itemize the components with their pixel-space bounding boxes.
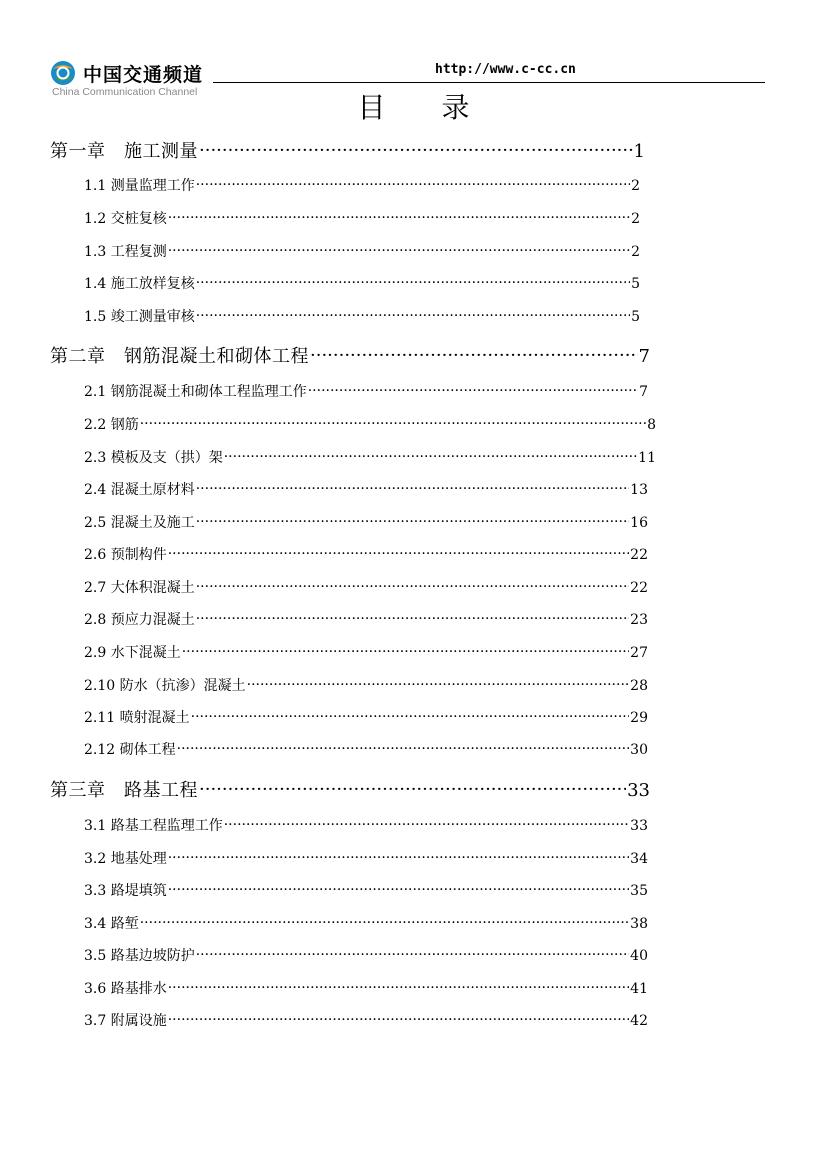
toc-page-number: 11 <box>638 450 656 466</box>
toc-entry-label: 2.7 大体积混凝土 <box>84 580 195 596</box>
dot-leader <box>247 677 630 693</box>
dot-leader <box>199 779 626 800</box>
toc-section-row[interactable] <box>84 273 640 293</box>
toc-entry-label: 3.7 附属设施 <box>84 1013 167 1029</box>
site-url[interactable]: http://www.c-cc.cn <box>435 62 576 77</box>
toc-section-row[interactable] <box>84 913 648 933</box>
toc-section-row[interactable] <box>84 175 640 195</box>
page-header <box>0 0 827 100</box>
toc-page-number: 35 <box>630 883 648 899</box>
toc-section-row[interactable] <box>84 739 648 759</box>
toc-entry-label: 1.4 施工放样复核 <box>84 276 195 292</box>
toc-section-row[interactable] <box>84 306 640 326</box>
toc-page-number: 2 <box>631 244 640 260</box>
toc-section-row[interactable] <box>84 381 648 401</box>
toc-section-row[interactable] <box>84 848 648 868</box>
toc-page-number: 40 <box>630 948 648 964</box>
toc-entry-label: 第一章 施工测量 <box>50 141 198 162</box>
toc-section-row[interactable] <box>84 880 648 900</box>
toc-entry-label: 2.10 防水（抗渗）混凝土 <box>84 678 246 694</box>
toc-page-number: 22 <box>630 580 648 596</box>
toc-page-number: 34 <box>630 851 648 867</box>
toc-entry-label: 3.6 路基排水 <box>84 981 167 997</box>
dot-leader <box>224 449 637 465</box>
toc-entry-label: 3.1 路基工程监理工作 <box>84 818 223 834</box>
toc-section-row[interactable] <box>84 945 648 965</box>
toc-page-number: 28 <box>630 678 648 694</box>
dot-leader <box>168 1012 629 1028</box>
dot-leader <box>196 579 629 595</box>
brand-name: 中国交通频道 <box>83 64 204 86</box>
toc-entry-label: 3.3 路堤填筑 <box>84 883 167 899</box>
brand-subtitle: China Communication Channel <box>52 86 198 98</box>
toc-page-number: 41 <box>630 981 648 997</box>
dot-leader <box>308 383 638 399</box>
dot-leader <box>168 850 629 866</box>
toc-section-row[interactable] <box>84 479 648 499</box>
dot-leader <box>177 741 630 757</box>
toc-page-number: 13 <box>630 482 648 498</box>
toc-page-number: 7 <box>638 346 650 367</box>
toc-page-number: 27 <box>630 645 648 661</box>
dot-leader <box>168 243 630 259</box>
toc-entry-label: 2.5 混凝土及施工 <box>84 515 195 531</box>
globe-logo-icon <box>50 60 76 86</box>
toc-entry-label: 3.5 路基边坡防护 <box>84 948 195 964</box>
toc-chapter-row[interactable] <box>50 137 645 163</box>
dot-leader <box>196 308 630 324</box>
dot-leader <box>196 481 629 497</box>
toc-entry-label: 2.8 预应力混凝土 <box>84 612 195 628</box>
toc-section-row[interactable] <box>84 609 648 629</box>
toc-section-row[interactable] <box>84 707 648 727</box>
page-title: 目录 <box>357 91 526 124</box>
toc-page-number: 30 <box>630 742 648 758</box>
toc-section-row[interactable] <box>84 208 640 228</box>
dot-leader <box>310 345 638 366</box>
toc-page-number: 7 <box>639 384 648 400</box>
toc-section-row[interactable] <box>84 1010 648 1030</box>
toc-page-number: 33 <box>627 780 650 801</box>
toc-section-row[interactable] <box>84 577 648 597</box>
dot-leader <box>196 947 629 963</box>
toc-entry-label: 2.2 钢筋 <box>84 417 139 433</box>
toc-section-row[interactable] <box>84 241 640 261</box>
dot-leader <box>168 882 629 898</box>
toc-entry-label: 2.6 预制构件 <box>84 547 167 563</box>
toc-page-number: 5 <box>631 309 640 325</box>
dot-leader <box>168 210 630 226</box>
header-rule <box>213 82 765 83</box>
toc-page-number: 29 <box>630 710 648 726</box>
toc-entry-label: 3.2 地基处理 <box>84 851 167 867</box>
toc-entry-label: 2.4 混凝土原材料 <box>84 482 195 498</box>
dot-leader <box>224 817 629 833</box>
dot-leader <box>196 611 629 627</box>
toc-entry-label: 1.3 工程复测 <box>84 244 167 260</box>
dot-leader <box>140 416 646 432</box>
toc-entry-label: 2.3 模板及支（拱）架 <box>84 450 223 466</box>
toc-page-number: 2 <box>631 178 640 194</box>
toc-entry-label: 3.4 路堑 <box>84 916 139 932</box>
toc-entry-label: 第二章 钢筋混凝土和砌体工程 <box>50 346 309 367</box>
toc-section-row[interactable] <box>84 447 656 467</box>
toc-section-row[interactable] <box>84 642 648 662</box>
toc-page-number: 22 <box>630 547 648 563</box>
toc-section-row[interactable] <box>84 978 648 998</box>
toc-entry-label: 2.12 砌体工程 <box>84 742 176 758</box>
toc-page-number: 8 <box>647 417 656 433</box>
toc-entry-label: 2.11 喷射混凝土 <box>84 710 190 726</box>
toc-chapter-row[interactable] <box>50 342 650 368</box>
toc-entry-label: 2.1 钢筋混凝土和砌体工程监理工作 <box>84 384 307 400</box>
toc-entry-label: 1.2 交桩复核 <box>84 211 167 227</box>
dot-leader <box>182 644 629 660</box>
toc-entry-label: 第三章 路基工程 <box>50 780 198 801</box>
dot-leader <box>196 177 630 193</box>
dot-leader <box>196 275 630 291</box>
toc-page-number: 1 <box>633 141 645 162</box>
toc-entry-label: 1.5 竣工测量审核 <box>84 309 195 325</box>
toc-page-number: 23 <box>630 612 648 628</box>
dot-leader <box>140 915 629 931</box>
toc-page-number: 42 <box>630 1013 648 1029</box>
toc-page-number: 5 <box>631 276 640 292</box>
toc-section-row[interactable] <box>84 815 648 835</box>
toc-page-number: 2 <box>631 211 640 227</box>
dot-leader <box>199 140 633 161</box>
dot-leader <box>168 546 629 562</box>
dot-leader <box>168 980 629 996</box>
toc-entry-label: 2.9 水下混凝土 <box>84 645 181 661</box>
dot-leader <box>191 709 630 725</box>
toc-entry-label: 1.1 测量监理工作 <box>84 178 195 194</box>
toc-chapter-row[interactable] <box>50 776 650 802</box>
toc-section-row[interactable] <box>84 544 648 564</box>
toc-section-row[interactable] <box>84 414 656 434</box>
dot-leader <box>196 514 629 530</box>
toc-page-number: 38 <box>630 916 648 932</box>
toc-page-number: 33 <box>630 818 648 834</box>
toc-section-row[interactable] <box>84 512 648 532</box>
toc-section-row[interactable] <box>84 675 648 695</box>
toc-page-number: 16 <box>630 515 648 531</box>
